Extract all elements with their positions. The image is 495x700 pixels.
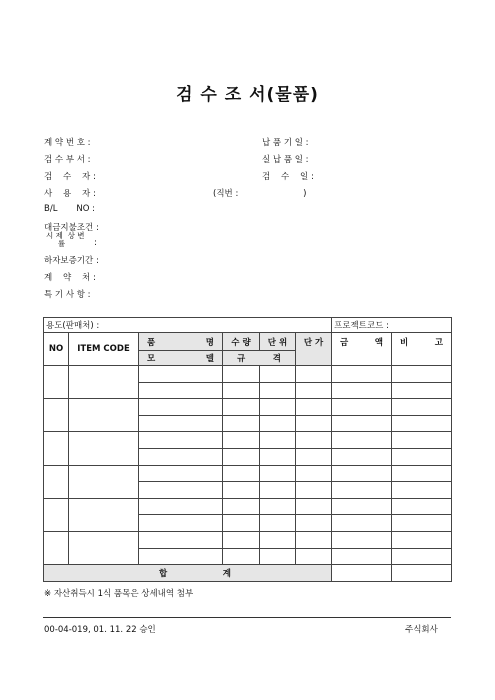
item-model-cell[interactable] [139, 382, 223, 399]
item-spec-cell[interactable] [223, 448, 260, 465]
employee-number-label: (직번 : ) [213, 189, 307, 199]
item-no-cell[interactable] [44, 498, 69, 531]
attachment-note: ※ 자산취득시 1식 품목은 상세내역 첨부 [44, 589, 194, 599]
item-name-cell[interactable] [139, 366, 223, 383]
item-unit-price-cell[interactable] [296, 531, 332, 548]
header-item-name: 품 명 [139, 333, 223, 351]
inspection-date-label: 검 수 일 : [262, 172, 314, 182]
item-code-cell[interactable] [69, 366, 139, 399]
actual-delivery-label: 실 납 품 일 : [262, 155, 309, 165]
item-model-cell[interactable] [139, 515, 223, 532]
inspection-dept-label: 검 수 부 서 : [44, 155, 91, 165]
item-amount-cell[interactable] [332, 399, 392, 416]
item-remarks-cell[interactable] [392, 448, 452, 465]
item-quantity-cell[interactable] [223, 432, 260, 449]
item-amount-cell[interactable] [332, 482, 392, 499]
item-name-cell[interactable] [139, 432, 223, 449]
item-no-cell[interactable] [44, 465, 69, 498]
item-spec-cell[interactable] [223, 415, 260, 432]
warranty-period-label: 하자보증기간 : [44, 256, 99, 266]
header-unit-price: 단 가 [296, 333, 332, 366]
item-amount-cell[interactable] [332, 448, 392, 465]
item-spec-cell[interactable] [260, 382, 296, 399]
item-code-cell[interactable] [69, 465, 139, 498]
table-row [44, 498, 452, 515]
item-remarks-cell[interactable] [392, 498, 452, 515]
item-no-cell[interactable] [44, 531, 69, 564]
item-unit-cell[interactable] [260, 498, 296, 515]
item-unit-price-cell[interactable] [296, 382, 332, 399]
item-model-cell[interactable] [139, 482, 223, 499]
contractor-label: 계 약 처 : [44, 273, 96, 283]
item-amount-cell[interactable] [332, 432, 392, 449]
table-row [44, 399, 452, 416]
item-unit-price-cell[interactable] [296, 448, 332, 465]
table-row [44, 531, 452, 548]
form-approval-code: 00-04-019, 01. 11. 22 승인 [44, 625, 156, 635]
item-spec-cell[interactable] [223, 548, 260, 565]
header-spec: 규 격 [223, 351, 296, 366]
item-model-cell[interactable] [139, 448, 223, 465]
item-unit-price-cell[interactable] [296, 465, 332, 482]
item-remarks-cell[interactable] [392, 548, 452, 565]
item-name-cell[interactable] [139, 399, 223, 416]
item-unit-price-cell[interactable] [296, 415, 332, 432]
item-unit-cell[interactable] [260, 465, 296, 482]
header-quantity: 수 량 [223, 333, 260, 351]
item-no-cell[interactable] [44, 432, 69, 465]
item-remarks-cell[interactable] [392, 415, 452, 432]
item-spec-cell[interactable] [260, 548, 296, 565]
item-amount-cell[interactable] [332, 531, 392, 548]
item-remarks-cell[interactable] [392, 515, 452, 532]
special-notes-label: 특 기 사 항 : [44, 290, 91, 300]
item-unit-price-cell[interactable] [296, 548, 332, 565]
item-remarks-cell[interactable] [392, 465, 452, 482]
item-spec-cell[interactable] [223, 482, 260, 499]
item-spec-cell[interactable] [260, 448, 296, 465]
test-label: 시 제 상 변 률 [46, 231, 85, 248]
item-unit-cell[interactable] [260, 531, 296, 548]
item-model-cell[interactable] [139, 415, 223, 432]
item-code-cell[interactable] [69, 498, 139, 531]
items-table [43, 317, 452, 582]
item-quantity-cell[interactable] [223, 465, 260, 482]
item-amount-cell[interactable] [332, 548, 392, 565]
payment-terms-label: 대금지불조건 : [44, 223, 99, 233]
delivery-due-label: 납 품 기 일 : [262, 138, 309, 148]
item-quantity-cell[interactable] [223, 531, 260, 548]
item-remarks-cell[interactable] [392, 382, 452, 399]
contract-number-label: 계 약 번 호 : [44, 138, 91, 148]
footer-divider [43, 617, 451, 618]
item-name-cell[interactable] [139, 465, 223, 482]
item-unit-price-cell[interactable] [296, 482, 332, 499]
item-spec-cell[interactable] [260, 515, 296, 532]
item-quantity-cell[interactable] [223, 399, 260, 416]
item-code-cell[interactable] [69, 432, 139, 465]
item-code-cell[interactable] [69, 531, 139, 564]
item-name-cell[interactable] [139, 531, 223, 548]
item-remarks-cell[interactable] [392, 482, 452, 499]
table-row [44, 465, 452, 482]
item-name-cell[interactable] [139, 498, 223, 515]
document-title: 검 수 조 서(물품) [176, 85, 319, 105]
bl-no-label: B/L NO : [44, 204, 95, 214]
table-row [44, 366, 452, 383]
header-model: 모 델 [139, 351, 223, 366]
header-no: NO [44, 333, 69, 366]
inspector-label: 검 수 자 : [44, 172, 96, 182]
total-remarks-cell[interactable] [392, 565, 452, 582]
test-label-colon: : [94, 238, 97, 248]
item-unit-price-cell[interactable] [296, 366, 332, 383]
item-amount-cell[interactable] [332, 366, 392, 383]
table-row [44, 432, 452, 449]
company-suffix: 주식회사 [405, 625, 438, 635]
item-unit-cell[interactable] [260, 432, 296, 449]
item-spec-cell[interactable] [260, 482, 296, 499]
project-code-cell: 프로젝트코드 : [332, 318, 452, 333]
item-amount-cell[interactable] [332, 465, 392, 482]
header-item-code: ITEM CODE [69, 333, 139, 366]
header-unit: 단 위 [260, 333, 296, 351]
item-amount-cell[interactable] [332, 415, 392, 432]
item-amount-cell[interactable] [332, 515, 392, 532]
user-label: 사 용 자 : [44, 189, 96, 199]
item-no-cell[interactable] [44, 366, 69, 399]
item-spec-cell[interactable] [223, 515, 260, 532]
item-quantity-cell[interactable] [223, 498, 260, 515]
item-unit-cell[interactable] [260, 399, 296, 416]
item-spec-cell[interactable] [260, 415, 296, 432]
item-remarks-cell[interactable] [392, 399, 452, 416]
item-unit-price-cell[interactable] [296, 432, 332, 449]
item-model-cell[interactable] [139, 548, 223, 565]
item-remarks-cell[interactable] [392, 531, 452, 548]
item-unit-price-cell[interactable] [296, 515, 332, 532]
usage-cell: 용도(판매처) : [44, 318, 332, 333]
item-unit-price-cell[interactable] [296, 498, 332, 515]
total-amount-cell[interactable] [332, 565, 392, 582]
item-unit-price-cell[interactable] [296, 399, 332, 416]
header-amount: 금 액 [332, 333, 392, 366]
item-code-cell[interactable] [69, 399, 139, 432]
item-remarks-cell[interactable] [392, 432, 452, 449]
item-no-cell[interactable] [44, 399, 69, 432]
item-unit-cell[interactable] [260, 366, 296, 383]
item-amount-cell[interactable] [332, 382, 392, 399]
item-amount-cell[interactable] [332, 498, 392, 515]
header-remarks: 비 고 [392, 333, 452, 366]
item-quantity-cell[interactable] [223, 366, 260, 383]
item-spec-cell[interactable] [223, 382, 260, 399]
total-row-label: 합 계 [44, 565, 332, 582]
item-remarks-cell[interactable] [392, 366, 452, 383]
